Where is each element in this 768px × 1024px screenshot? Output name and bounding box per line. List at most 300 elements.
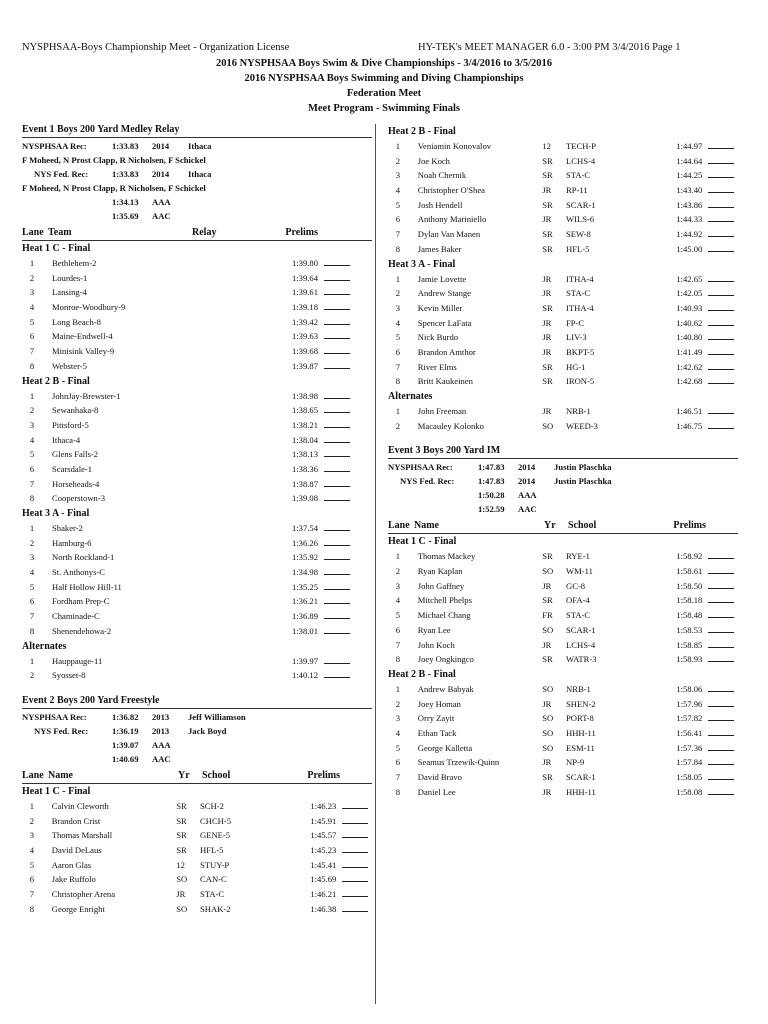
- team-name: Cooperstown-3: [52, 493, 105, 504]
- lane-number: 2: [395, 155, 401, 166]
- lane-number: 1: [395, 683, 401, 694]
- lane-number: 1: [29, 800, 35, 811]
- entry-row: [388, 227, 738, 242]
- finals-line: [324, 418, 350, 428]
- swimmer-name: Brandon Amthor: [417, 346, 476, 357]
- team-name: Hauppauge-11: [52, 655, 103, 666]
- school-code: SEW-8: [566, 229, 591, 240]
- finals-line: [708, 227, 734, 237]
- finals-line: [342, 902, 368, 912]
- finals-line: [342, 887, 368, 897]
- lane-number: 2: [395, 698, 401, 709]
- school-code: WATR-3: [566, 654, 597, 665]
- entry-row: [22, 843, 372, 858]
- entry-row: [388, 360, 738, 375]
- lane-number: 7: [29, 889, 35, 899]
- finals-blank: [708, 242, 738, 257]
- lane-number: 1: [395, 273, 401, 284]
- swimmer-year: JR: [542, 639, 552, 650]
- lane-number: 5: [29, 859, 35, 870]
- prelim-time: 1:37.54: [291, 523, 318, 533]
- time-standard: [22, 738, 372, 752]
- swimmer-year: SR: [176, 815, 187, 826]
- finals-line: [708, 316, 734, 326]
- swimmer-name: Calvin Cleworth: [51, 800, 109, 811]
- relay-cell: [192, 447, 280, 462]
- finals-line: [708, 374, 734, 384]
- school-code: WILS-6: [566, 214, 595, 225]
- record-holder: Justin Plaschka: [554, 476, 612, 487]
- standard-label: AAA: [152, 197, 171, 207]
- entry-row: [388, 593, 738, 608]
- lane-number: 8: [29, 493, 35, 504]
- school-code: SHAK-2: [200, 903, 231, 914]
- swimmer-year: SO: [176, 874, 188, 885]
- finals-blank: [708, 711, 738, 726]
- relay-cell: [192, 271, 280, 286]
- lane-number: 7: [29, 346, 35, 357]
- finals-line: [342, 799, 368, 809]
- entry-row: [388, 316, 738, 331]
- lane-number: 2: [29, 537, 35, 548]
- finals-blank: [324, 329, 354, 344]
- event-block: [388, 125, 738, 433]
- entry-row: [22, 594, 372, 609]
- school-code: FP-C: [566, 317, 585, 328]
- record-label: NYS Fed. Rec:: [34, 169, 89, 179]
- finals-line: [324, 433, 350, 443]
- finals-blank: [324, 359, 354, 374]
- swimmer-year: SO: [542, 742, 554, 753]
- finals-blank: [342, 872, 372, 887]
- prelim-time: 1:56.41: [676, 727, 703, 738]
- finals-blank: [708, 419, 738, 434]
- record-year: 2014: [518, 462, 536, 473]
- finals-line: [324, 609, 350, 619]
- prelim-time: 1:58.85: [676, 639, 703, 650]
- finals-line: [324, 389, 350, 399]
- relay-cell: [192, 668, 280, 683]
- lane-number: 6: [29, 463, 35, 474]
- entry-row: [388, 549, 738, 564]
- swimmer-name: Mitchell Phelps: [417, 595, 472, 606]
- relay-cell: [192, 654, 280, 669]
- name-header: Name: [48, 769, 73, 781]
- finals-blank: [708, 360, 738, 375]
- school-code: SCH-2: [200, 800, 224, 811]
- entry-row: [22, 565, 372, 580]
- finals-blank: [324, 433, 354, 448]
- swimmer-year: SR: [542, 551, 553, 562]
- swimmer-year: SR: [542, 170, 553, 181]
- time-standard: [388, 502, 738, 516]
- entry-row: [22, 447, 372, 462]
- swimmer-year: SR: [542, 376, 553, 387]
- finals-line: [708, 579, 734, 589]
- relay-cell: [192, 315, 280, 330]
- lane-number: 8: [395, 786, 401, 797]
- prelim-time: 1:44.92: [676, 229, 703, 240]
- prelim-time: 1:45.69: [310, 874, 337, 885]
- swimmer-name: Joey Ongkingco: [417, 654, 474, 665]
- entry-row: [388, 198, 738, 213]
- swimmer-name: Aaron Glas: [51, 859, 92, 870]
- event-title: Event 1 Boys 200 Yard Medley Relay: [22, 124, 180, 135]
- swimmer-year: SR: [542, 199, 553, 210]
- finals-blank: [708, 198, 738, 213]
- finals-line: [324, 668, 350, 678]
- finals-blank: [324, 344, 354, 359]
- finals-line: [708, 345, 734, 355]
- relay-header: Relay: [192, 227, 217, 238]
- lane-number: 2: [29, 272, 35, 283]
- swimmer-name: Dylan Van Manen: [417, 229, 481, 240]
- page-header: [0, 0, 768, 120]
- finals-blank: [708, 272, 738, 287]
- finals-blank: [342, 902, 372, 917]
- finals-blank: [708, 579, 738, 594]
- entry-row: [22, 887, 372, 902]
- swimmer-year: JR: [542, 288, 552, 299]
- lane-number: 8: [395, 654, 401, 665]
- swimmer-name: Michael Chang: [417, 610, 471, 621]
- school-code: NP-9: [566, 757, 585, 768]
- prelim-time: 1:39.97: [291, 655, 318, 666]
- swimmer-name: Britt Kaukeinen: [417, 376, 473, 387]
- finals-blank: [708, 183, 738, 198]
- entry-row: [22, 521, 372, 536]
- swimmer-name: Christopher O'Shea: [417, 185, 485, 196]
- prelim-time: 1:40.80: [676, 332, 703, 343]
- relay-cell: [192, 580, 280, 595]
- finals-line: [708, 652, 734, 662]
- swimmer-year: SR: [542, 243, 553, 254]
- finals-line: [708, 360, 734, 370]
- swimmer-name: David DeLaus: [51, 844, 102, 855]
- entry-row: [388, 741, 738, 756]
- finals-line: [324, 315, 350, 325]
- swimmer-name: Orry Zayit: [417, 713, 455, 724]
- finals-blank: [342, 828, 372, 843]
- time-standard: [22, 195, 372, 209]
- swimmer-year: 12: [176, 859, 185, 870]
- prelim-time: 1:39.61: [291, 287, 318, 298]
- prelim-time: 1:46.51: [676, 406, 703, 416]
- lane-number: 4: [395, 317, 401, 328]
- swimmer-name: Daniel Lee: [417, 786, 456, 797]
- relay-cell: [192, 624, 280, 639]
- heat-title: Heat 1 C - Final: [388, 536, 457, 548]
- lane-number: 3: [395, 302, 401, 313]
- prelim-time: 1:57.84: [676, 757, 703, 768]
- swimmer-name: Ethan Tack: [417, 727, 457, 738]
- team-name: Shenendehowa-2: [52, 625, 112, 636]
- lane-number: 8: [29, 625, 35, 636]
- finals-blank: [324, 418, 354, 433]
- standard-label: AAC: [152, 211, 171, 221]
- column-headers: [22, 768, 372, 784]
- swimmer-name: Nick Burdo: [417, 332, 459, 343]
- finals-blank: [708, 374, 738, 389]
- finals-line: [708, 711, 734, 721]
- prelim-time: 1:58.50: [676, 580, 703, 591]
- swimmer-year: SR: [176, 830, 187, 841]
- swimmer-year: 12: [542, 141, 551, 151]
- swimmer-year: JR: [542, 273, 552, 284]
- swimmer-year: SR: [176, 844, 187, 855]
- relay-cell: [192, 329, 280, 344]
- prelim-time: 1:42.65: [676, 273, 703, 284]
- finals-blank: [708, 608, 738, 623]
- swimmer-year: SO: [176, 903, 188, 914]
- record-row: [22, 167, 372, 181]
- finals-line: [708, 741, 734, 751]
- relay-cell: [192, 550, 280, 565]
- finals-line: [708, 212, 734, 222]
- finals-line: [324, 285, 350, 295]
- prelim-time: 1:36.89: [291, 611, 318, 622]
- records-block: [22, 708, 372, 766]
- finals-line: [324, 462, 350, 472]
- relay-cell: [192, 285, 280, 300]
- prelim-time: 1:58.92: [676, 551, 703, 562]
- lane-number: 1: [395, 406, 401, 416]
- entry-row: [22, 872, 372, 887]
- school-code: NRB-1: [566, 683, 591, 694]
- lane-number: 1: [395, 141, 401, 151]
- lane-number: 1: [395, 551, 401, 562]
- entry-row: [22, 344, 372, 359]
- entry-row: [22, 329, 372, 344]
- relay-cell: [192, 462, 280, 477]
- relay-cell: [192, 433, 280, 448]
- school-code: STA-C: [566, 288, 591, 299]
- swimmer-name: John Freeman: [417, 406, 467, 416]
- swimmer-name: Kevin Miller: [417, 302, 463, 313]
- record-time: 1:47.83: [478, 462, 505, 473]
- entry-row: [22, 550, 372, 565]
- swimmer-name: George Enright: [51, 903, 105, 914]
- record-label: NYS Fed. Rec:: [34, 725, 89, 736]
- finals-line: [324, 550, 350, 560]
- team-name: Monroe-Woodbury-9: [52, 302, 126, 313]
- finals-blank: [708, 785, 738, 800]
- lane-number: 3: [29, 830, 35, 841]
- prelim-time: 1:44.33: [676, 214, 703, 225]
- prelim-time: 1:44.64: [676, 155, 703, 166]
- prelim-time: 1:36.26: [291, 537, 318, 548]
- swimmer-name: Noah Chernik: [417, 170, 467, 181]
- prelim-time: 1:45.23: [310, 844, 337, 855]
- team-name: Horseheads-4: [52, 478, 100, 489]
- finals-blank: [324, 315, 354, 330]
- finals-blank: [708, 212, 738, 227]
- prelim-time: 1:44.97: [676, 141, 703, 151]
- team-name: Long Beach-8: [52, 316, 101, 327]
- prelim-time: 1:39.87: [291, 360, 318, 371]
- entry-row: [22, 491, 372, 506]
- lane-number: 5: [29, 449, 35, 460]
- entry-row: [22, 828, 372, 843]
- finals-line: [324, 654, 350, 664]
- finals-blank: [342, 843, 372, 858]
- record-time: 1:33.83: [112, 141, 139, 151]
- relay-cell: [192, 344, 280, 359]
- lane-number: 8: [395, 376, 401, 387]
- finals-blank: [708, 549, 738, 564]
- swimmer-name: Andrew Stange: [417, 288, 471, 299]
- lane-number: 5: [29, 581, 35, 592]
- left-column: [22, 124, 372, 916]
- event-block: [22, 124, 372, 683]
- swimmer-year: SR: [542, 595, 553, 606]
- finals-blank: [324, 654, 354, 669]
- entry-row: [22, 359, 372, 374]
- standard-label: AAA: [152, 739, 171, 750]
- finals-blank: [342, 887, 372, 902]
- record-label: NYSPHSAA Rec:: [22, 141, 87, 151]
- prelim-time: 1:45.00: [676, 243, 703, 254]
- organization-license: NYSPHSAA-Boys Championship Meet - Organization License: [22, 42, 290, 53]
- school-code: RP-11: [566, 185, 588, 196]
- lane-number: 6: [395, 346, 401, 357]
- finals-line: [324, 256, 350, 266]
- lane-number: 4: [29, 302, 35, 313]
- prelim-time: 1:38.01: [291, 625, 318, 636]
- swimmer-year: SO: [542, 683, 554, 694]
- standard-label: AAC: [518, 504, 537, 515]
- lane-number: 3: [29, 419, 35, 430]
- prelim-time: 1:58.53: [676, 624, 703, 635]
- school-code: SHEN-2: [566, 698, 596, 709]
- standard-time: 1:34.13: [112, 197, 139, 207]
- finals-blank: [708, 682, 738, 697]
- time-standard: [22, 209, 372, 223]
- team-name: Shaker-2: [52, 523, 83, 533]
- swimmer-name: Joe Koch: [417, 155, 450, 166]
- swimmer-name: Thomas Marshall: [51, 830, 113, 841]
- standard-time: 1:50.28: [478, 490, 505, 501]
- prelim-time: 1:43.40: [676, 185, 703, 196]
- finals-line: [708, 549, 734, 559]
- finals-line: [708, 168, 734, 178]
- team-name: Chaminade-C: [52, 611, 100, 622]
- finals-line: [708, 272, 734, 282]
- lane-number: 2: [29, 670, 35, 681]
- lane-number: 4: [29, 844, 35, 855]
- heat-title: Heat 3 A - Final: [22, 508, 90, 519]
- entry-row: [388, 711, 738, 726]
- entry-row: [22, 433, 372, 448]
- swimmer-name: Veniamin Konovalov: [417, 141, 492, 151]
- school-code: GENE-5: [200, 830, 231, 841]
- finals-blank: [324, 536, 354, 551]
- swimmer-name: John Gaffney: [417, 580, 465, 591]
- lane-number: 4: [395, 595, 401, 606]
- finals-blank: [708, 697, 738, 712]
- entry-row: [22, 902, 372, 917]
- lane-number: 4: [395, 185, 401, 196]
- entry-row: [388, 374, 738, 389]
- school-code: STA-C: [566, 170, 591, 181]
- lane-number: 8: [395, 243, 401, 254]
- record-year: 2013: [152, 711, 170, 722]
- entry-row: [22, 403, 372, 418]
- heat-title: Heat 2 B - Final: [388, 668, 456, 680]
- entry-row: [388, 404, 738, 419]
- column-headers: [22, 225, 372, 241]
- prelim-time: 1:57.36: [676, 742, 703, 753]
- heat-title: Alternates: [22, 640, 67, 652]
- team-name: JohnJay-Brewster-1: [52, 390, 121, 401]
- lane-number: 2: [395, 288, 401, 299]
- swimmer-name: Spencer LaFata: [417, 317, 472, 328]
- entry-row: [388, 608, 738, 623]
- record-label: NYS Fed. Rec:: [400, 476, 455, 487]
- swimmer-year: JR: [542, 580, 552, 591]
- year-header: Yr: [544, 520, 556, 532]
- swimmer-year: JR: [542, 346, 552, 357]
- school-code: LCHS-4: [566, 155, 596, 166]
- prelim-time: 1:58.05: [676, 772, 703, 782]
- finals-line: [342, 828, 368, 838]
- column-divider: [375, 124, 376, 1004]
- lane-number: 3: [395, 170, 401, 181]
- record-holder: Ithaca: [188, 169, 212, 179]
- prelim-time: 1:45.41: [310, 859, 337, 870]
- finals-blank: [324, 668, 354, 683]
- finals-line: [324, 536, 350, 546]
- prelim-time: 1:46.38: [310, 903, 337, 914]
- entry-row: [22, 536, 372, 551]
- finals-line: [708, 330, 734, 340]
- finals-line: [708, 697, 734, 707]
- entry-row: [388, 242, 738, 257]
- school-code: NRB-1: [566, 406, 591, 416]
- finals-blank: [324, 447, 354, 462]
- lane-number: 1: [29, 523, 35, 533]
- school-code: SCAR-1: [566, 624, 596, 635]
- team-name: Glens Falls-2: [52, 449, 99, 460]
- swimmer-year: SO: [542, 727, 554, 738]
- finals-line: [324, 624, 350, 634]
- entry-row: [22, 462, 372, 477]
- finals-blank: [708, 755, 738, 770]
- relay-cell: [192, 418, 280, 433]
- lane-number: 1: [29, 390, 35, 401]
- finals-line: [324, 344, 350, 354]
- finals-line: [324, 565, 350, 575]
- prelims-header: Prelims: [673, 520, 706, 532]
- finals-line: [324, 491, 350, 501]
- lane-number: 2: [29, 405, 35, 416]
- prelim-time: 1:38.21: [291, 419, 318, 430]
- prelims-header: Prelims: [285, 227, 318, 238]
- team-name: Minisink Valley-9: [52, 346, 115, 357]
- entry-row: [388, 770, 738, 785]
- lane-header: Lane: [22, 769, 44, 781]
- lane-number: 7: [29, 611, 35, 622]
- lane-number: 5: [395, 742, 401, 753]
- prelim-time: 1:38.13: [291, 449, 318, 460]
- finals-blank: [708, 770, 738, 785]
- swimmer-year: SR: [542, 302, 553, 313]
- heat-title: Heat 3 A - Final: [388, 258, 456, 270]
- entry-row: [22, 477, 372, 492]
- swimmer-name: Jake Ruffolo: [51, 874, 96, 885]
- relay-cell: [192, 389, 280, 404]
- lane-number: 7: [395, 229, 401, 240]
